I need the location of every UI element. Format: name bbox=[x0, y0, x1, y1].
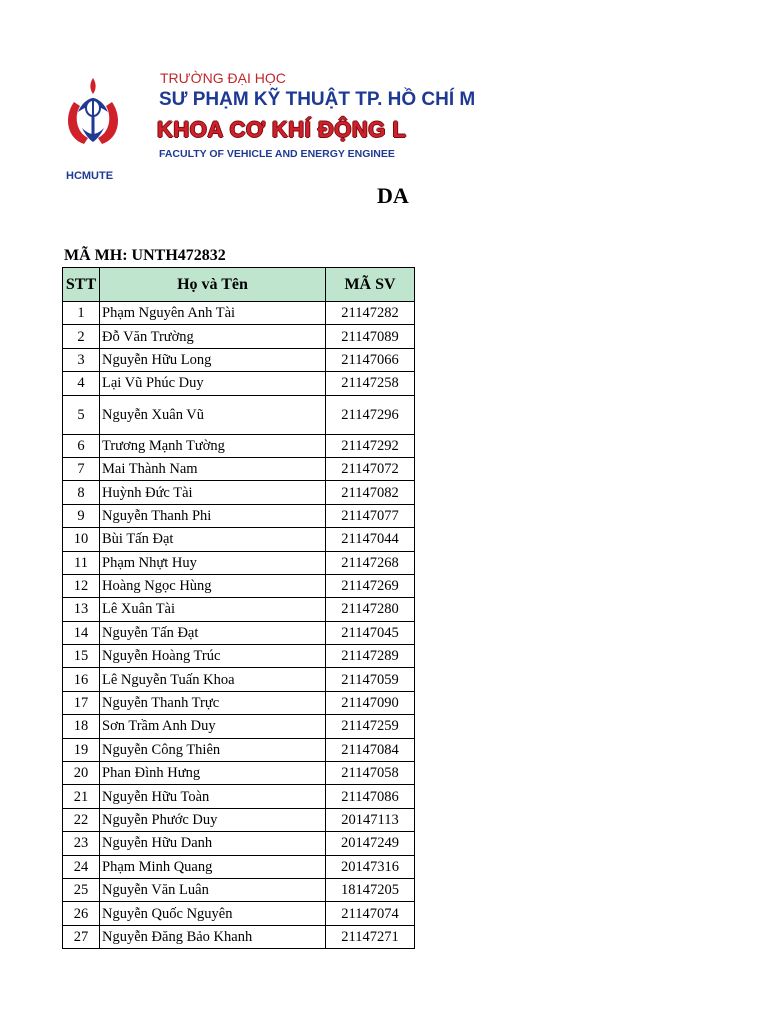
faculty-english: FACULTY OF VEHICLE AND ENERGY ENGINEE bbox=[159, 148, 395, 160]
row-number: 15 bbox=[63, 645, 100, 668]
row-number: 21 bbox=[63, 785, 100, 808]
table-row bbox=[63, 504, 415, 527]
row-number: 22 bbox=[63, 808, 100, 831]
student-roster-table bbox=[62, 267, 415, 949]
row-number: 20 bbox=[63, 762, 100, 785]
table-row bbox=[63, 925, 415, 948]
student-id: 21147045 bbox=[326, 621, 415, 644]
row-number: 12 bbox=[63, 574, 100, 597]
student-name: Đỗ Văn Trường bbox=[100, 325, 326, 348]
student-name: Trương Mạnh Tường bbox=[100, 434, 326, 457]
student-name: Nguyễn Văn Luân bbox=[100, 878, 326, 901]
table-row bbox=[63, 551, 415, 574]
row-number: 8 bbox=[63, 481, 100, 504]
table-row bbox=[63, 457, 415, 480]
row-number: 3 bbox=[63, 348, 100, 371]
row-number: 2 bbox=[63, 325, 100, 348]
table-row bbox=[63, 808, 415, 831]
row-number: 7 bbox=[63, 457, 100, 480]
row-number: 14 bbox=[63, 621, 100, 644]
student-name: Lê Nguyễn Tuấn Khoa bbox=[100, 668, 326, 691]
student-name: Nguyễn Hữu Long bbox=[100, 348, 326, 371]
student-id: 21147084 bbox=[326, 738, 415, 761]
logo-caption: HCMUTE bbox=[66, 170, 114, 182]
table-row bbox=[63, 785, 415, 808]
table-row bbox=[63, 715, 415, 738]
course-code: MÃ MH: UNTH472832 bbox=[64, 247, 226, 264]
row-number: 13 bbox=[63, 598, 100, 621]
student-name: Lê Xuân Tài bbox=[100, 598, 326, 621]
student-id: 18147205 bbox=[326, 878, 415, 901]
table-row bbox=[63, 832, 415, 855]
table-row bbox=[63, 645, 415, 668]
table-row bbox=[63, 878, 415, 901]
student-name: Nguyễn Đăng Bảo Khanh bbox=[100, 925, 326, 948]
table-header-row bbox=[63, 268, 415, 302]
student-id: 21147271 bbox=[326, 925, 415, 948]
student-id: 20147249 bbox=[326, 832, 415, 855]
row-number: 19 bbox=[63, 738, 100, 761]
student-id: 21147074 bbox=[326, 902, 415, 925]
table-row bbox=[63, 621, 415, 644]
table-row bbox=[63, 348, 415, 371]
student-id: 21147258 bbox=[326, 372, 415, 395]
student-id: 21147289 bbox=[326, 645, 415, 668]
table-row bbox=[63, 481, 415, 504]
row-number: 5 bbox=[63, 395, 100, 434]
faculty-name: KHOA CƠ KHÍ ĐỘNG L bbox=[157, 117, 407, 142]
table-row bbox=[63, 302, 415, 325]
student-id: 21147089 bbox=[326, 325, 415, 348]
table-row bbox=[63, 372, 415, 395]
column-header-student-id: MÃ SV bbox=[326, 268, 415, 302]
table-row bbox=[63, 668, 415, 691]
student-name: Huỳnh Đức Tài bbox=[100, 481, 326, 504]
student-name: Bùi Tấn Đạt bbox=[100, 528, 326, 551]
student-name: Phạm Minh Quang bbox=[100, 855, 326, 878]
student-id: 21147077 bbox=[326, 504, 415, 527]
student-name: Nguyễn Công Thiên bbox=[100, 738, 326, 761]
student-id: 20147316 bbox=[326, 855, 415, 878]
column-header-stt: STT bbox=[63, 268, 100, 302]
student-name: Nguyễn Thanh Trực bbox=[100, 691, 326, 714]
table-row bbox=[63, 325, 415, 348]
table-row bbox=[63, 762, 415, 785]
student-name: Nguyễn Phước Duy bbox=[100, 808, 326, 831]
student-name: Nguyễn Thanh Phi bbox=[100, 504, 326, 527]
table-body bbox=[63, 302, 415, 949]
university-logo bbox=[60, 72, 126, 158]
row-number: 17 bbox=[63, 691, 100, 714]
student-id: 21147086 bbox=[326, 785, 415, 808]
row-number: 24 bbox=[63, 855, 100, 878]
student-id: 21147280 bbox=[326, 598, 415, 621]
university-line-2: SƯ PHẠM KỸ THUẬT TP. HỒ CHÍ M bbox=[159, 89, 476, 110]
row-number: 18 bbox=[63, 715, 100, 738]
table-row bbox=[63, 528, 415, 551]
student-name: Phạm Nguyên Anh Tài bbox=[100, 302, 326, 325]
student-name: Nguyễn Xuân Vũ bbox=[100, 395, 326, 434]
student-id: 21147090 bbox=[326, 691, 415, 714]
row-number: 10 bbox=[63, 528, 100, 551]
table-row bbox=[63, 855, 415, 878]
student-id: 21147296 bbox=[326, 395, 415, 434]
student-id: 21147268 bbox=[326, 551, 415, 574]
row-number: 23 bbox=[63, 832, 100, 855]
document-title: DA bbox=[377, 183, 409, 208]
student-id: 21147269 bbox=[326, 574, 415, 597]
student-name: Sơn Trầm Anh Duy bbox=[100, 715, 326, 738]
table-row bbox=[63, 434, 415, 457]
row-number: 11 bbox=[63, 551, 100, 574]
student-id: 20147113 bbox=[326, 808, 415, 831]
student-id: 21147292 bbox=[326, 434, 415, 457]
table-row bbox=[63, 574, 415, 597]
table-row bbox=[63, 738, 415, 761]
student-id: 21147072 bbox=[326, 457, 415, 480]
student-name: Nguyễn Hoàng Trúc bbox=[100, 645, 326, 668]
table-row bbox=[63, 598, 415, 621]
student-name: Lại Vũ Phúc Duy bbox=[100, 372, 326, 395]
column-header-name: Họ và Tên bbox=[100, 268, 326, 302]
student-name: Phạm Nhựt Huy bbox=[100, 551, 326, 574]
student-name: Nguyễn Hữu Toàn bbox=[100, 785, 326, 808]
student-id: 21147259 bbox=[326, 715, 415, 738]
student-id: 21147044 bbox=[326, 528, 415, 551]
table-row bbox=[63, 691, 415, 714]
table-row bbox=[63, 902, 415, 925]
student-id: 21147282 bbox=[326, 302, 415, 325]
row-number: 16 bbox=[63, 668, 100, 691]
student-name: Nguyễn Quốc Nguyên bbox=[100, 902, 326, 925]
row-number: 9 bbox=[63, 504, 100, 527]
row-number: 25 bbox=[63, 878, 100, 901]
student-name: Phan Đình Hưng bbox=[100, 762, 326, 785]
university-line-1: TRƯỜNG ĐẠI HỌC bbox=[160, 70, 286, 86]
student-name: Nguyễn Tấn Đạt bbox=[100, 621, 326, 644]
table-row bbox=[63, 395, 415, 434]
student-name: Hoàng Ngọc Hùng bbox=[100, 574, 326, 597]
row-number: 27 bbox=[63, 925, 100, 948]
row-number: 6 bbox=[63, 434, 100, 457]
student-name: Nguyễn Hữu Danh bbox=[100, 832, 326, 855]
row-number: 1 bbox=[63, 302, 100, 325]
student-id: 21147082 bbox=[326, 481, 415, 504]
row-number: 4 bbox=[63, 372, 100, 395]
student-name: Mai Thành Nam bbox=[100, 457, 326, 480]
row-number: 26 bbox=[63, 902, 100, 925]
student-id: 21147066 bbox=[326, 348, 415, 371]
student-id: 21147058 bbox=[326, 762, 415, 785]
student-id: 21147059 bbox=[326, 668, 415, 691]
